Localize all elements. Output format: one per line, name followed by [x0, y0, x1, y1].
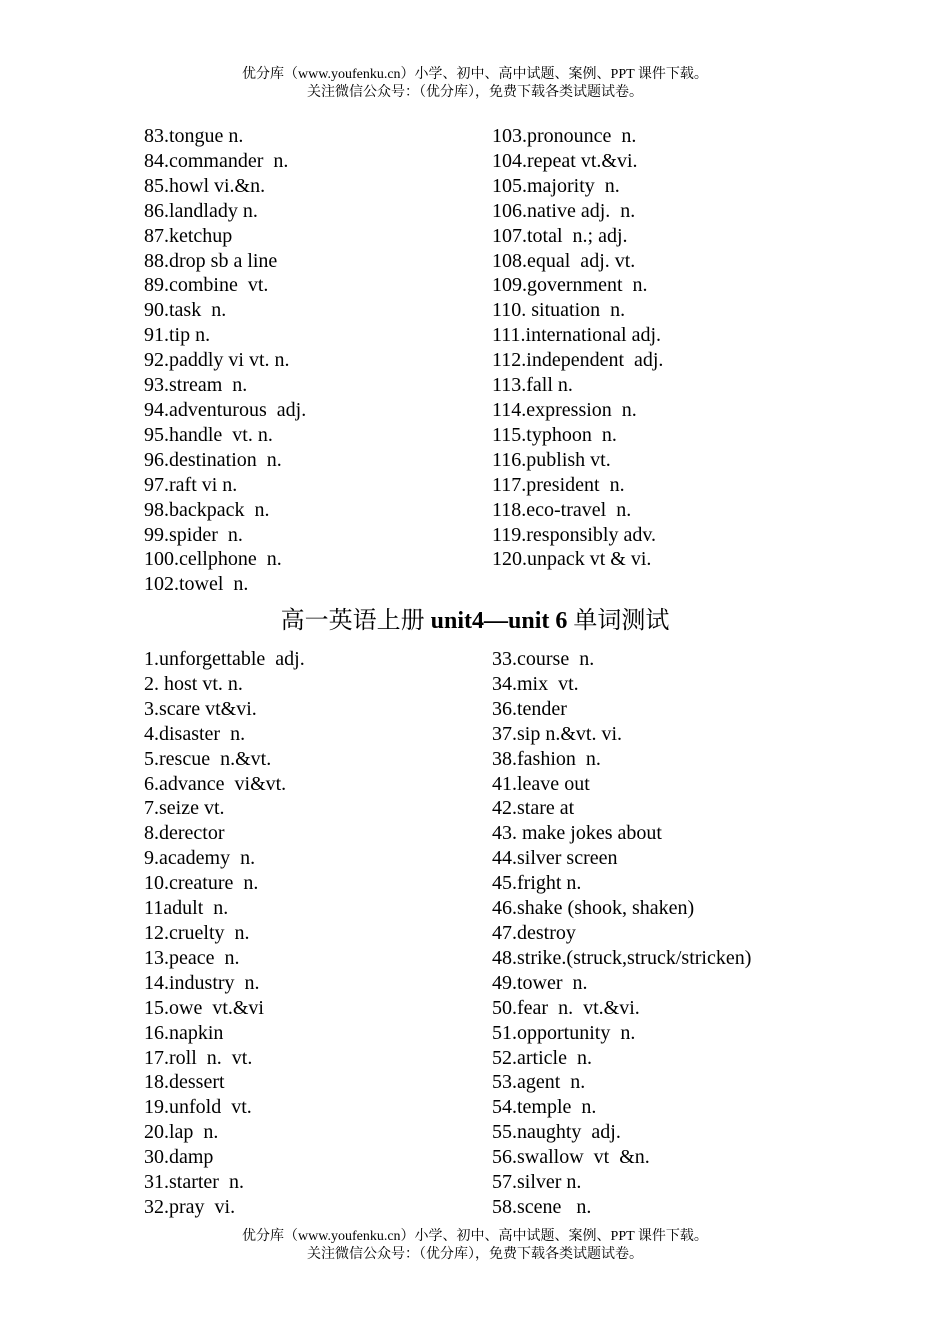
- vocab-item: 33.course n.: [492, 648, 595, 670]
- footer-line-2: 关注微信公众号：（优分库），免费下载各类试题试卷。: [307, 1247, 643, 1262]
- vocab-item: 49.tower n.: [492, 971, 588, 994]
- vocab-item: 91.tip n.: [144, 324, 211, 347]
- vocab-item: 53.agent n.: [492, 1071, 586, 1094]
- vocab-item: 13.peace n.: [144, 946, 240, 969]
- vocab-item: 55.naughty adj.: [492, 1121, 621, 1144]
- footer-line-1: 优分库（www.youfenku.cn）小学、初中、高中试题、案例、PPT 课件下载。: [242, 1229, 708, 1244]
- vocab-item: 18.dessert: [144, 1071, 225, 1094]
- section2-right-column: [492, 647, 751, 1220]
- vocab-item: 94.adventurous adj.: [144, 398, 307, 421]
- header-line-2: 关注微信公众号：（优分库），免费下载各类试题试卷。: [307, 85, 643, 100]
- vocab-item: 111.international adj.: [492, 324, 662, 347]
- vocab-item: 34.mix vt.: [492, 672, 579, 695]
- vocab-item: 97.raft vi n.: [144, 473, 238, 496]
- vocab-item: 31.starter n.: [144, 1171, 244, 1194]
- vocab-item: 14.industry n.: [144, 971, 260, 994]
- vocab-item: 84.commander n.: [144, 149, 289, 172]
- vocab-item: 96.destination n.: [144, 448, 282, 471]
- vocab-item: 56.swallow vt &n.: [492, 1146, 650, 1169]
- vocab-item: 85.howl vi.&n.: [144, 174, 266, 197]
- vocab-item: 83.tongue n.: [144, 125, 244, 147]
- vocab-item: 1.unforgettable adj.: [144, 648, 305, 670]
- vocab-item: 90.task n.: [144, 299, 227, 322]
- vocab-item: 52.article n.: [492, 1046, 592, 1069]
- vocab-item: 15.owe vt.&vi: [144, 996, 264, 1019]
- section1-left-column: [144, 124, 306, 597]
- section1-right-column: [492, 124, 663, 572]
- vocab-item: 9.academy n.: [144, 847, 256, 870]
- vocab-item: 88.drop sb a line: [144, 249, 278, 272]
- vocab-item: 11adult n.: [144, 897, 229, 920]
- vocab-item: 19.unfold vt.: [144, 1096, 252, 1119]
- vocab-item: 106.native adj. n.: [492, 199, 636, 222]
- vocab-item: 16.napkin: [144, 1021, 224, 1044]
- vocab-item: 109.government n.: [492, 274, 648, 297]
- vocab-item: 110. situation n.: [492, 299, 626, 322]
- vocab-item: 50.fear n. vt.&vi.: [492, 996, 640, 1019]
- vocab-item: 100.cellphone n.: [144, 548, 282, 571]
- vocab-item: 92.paddly vi vt. n.: [144, 349, 290, 372]
- vocab-item: 89.combine vt.: [144, 274, 269, 297]
- vocab-item: 98.backpack n.: [144, 498, 270, 521]
- vocab-item: 44.silver screen: [492, 847, 618, 870]
- page-header: [0, 66, 950, 102]
- vocab-item: 51.opportunity n.: [492, 1021, 636, 1044]
- vocab-item: 3.scare vt&vi.: [144, 697, 257, 720]
- header-line-1: 优分库（www.youfenku.cn）小学、初中、高中试题、案例、PPT 课件下载。: [242, 67, 708, 82]
- section-title: [0, 605, 950, 637]
- vocab-item: 86.landlady n.: [144, 199, 258, 222]
- vocab-item: 117.president n.: [492, 473, 625, 496]
- title-prefix: 高一英语上册: [280, 608, 431, 634]
- section2-left-column: [144, 647, 305, 1220]
- vocab-item: 93.stream n.: [144, 374, 248, 397]
- vocab-item: 8.derector: [144, 822, 225, 845]
- vocab-item: 120.unpack vt & vi.: [492, 548, 652, 571]
- vocab-item: 7.seize vt.: [144, 797, 225, 820]
- vocab-item: 116.publish vt.: [492, 448, 611, 471]
- vocab-item: 30.damp: [144, 1146, 214, 1169]
- vocab-item: 57.silver n.: [492, 1171, 582, 1194]
- vocab-item: 38.fashion n.: [492, 747, 601, 770]
- vocab-item: 118.eco-travel n.: [492, 498, 632, 521]
- vocab-item: 32.pray vi.: [144, 1195, 236, 1218]
- vocab-item: 45.fright n.: [492, 872, 582, 895]
- vocab-item: 4.disaster n.: [144, 722, 246, 745]
- vocab-item: 104.repeat vt.&vi.: [492, 149, 638, 172]
- vocab-item: 112.independent adj.: [492, 349, 664, 372]
- vocab-item: 105.majority n.: [492, 174, 620, 197]
- title-unit-range: unit4—unit 6: [430, 608, 568, 634]
- vocab-item: 113.fall n.: [492, 374, 573, 397]
- vocab-item: 43. make jokes about: [492, 822, 662, 845]
- vocab-item: 54.temple n.: [492, 1096, 597, 1119]
- title-suffix: 单词测试: [567, 608, 670, 634]
- vocab-item: 17.roll n. vt.: [144, 1046, 253, 1069]
- vocab-item: 119.responsibly adv.: [492, 523, 657, 546]
- vocab-item: 6.advance vi&vt.: [144, 772, 287, 795]
- vocab-item: 46.shake (shook, shaken): [492, 897, 695, 920]
- vocab-item: 42.stare at: [492, 797, 575, 820]
- vocab-item: 5.rescue n.&vt.: [144, 747, 272, 770]
- vocab-item: 87.ketchup: [144, 224, 233, 247]
- vocab-item: 41.leave out: [492, 772, 590, 795]
- vocab-item: 99.spider n.: [144, 523, 243, 546]
- vocab-item: 12.cruelty n.: [144, 921, 250, 944]
- vocab-item: 47.destroy: [492, 921, 576, 944]
- vocab-item: 2. host vt. n.: [144, 672, 243, 695]
- page-footer: [0, 1228, 950, 1264]
- vocab-item: 48.strike.(struck,struck/stricken): [492, 946, 752, 969]
- vocab-item: 115.typhoon n.: [492, 423, 617, 446]
- vocab-item: 114.expression n.: [492, 398, 637, 421]
- vocab-item: 37.sip n.&vt. vi.: [492, 722, 623, 745]
- vocab-item: 108.equal adj. vt.: [492, 249, 636, 272]
- vocab-item: 103.pronounce n.: [492, 125, 637, 147]
- vocab-item: 102.towel n.: [144, 573, 249, 596]
- vocab-item: 95.handle vt. n.: [144, 423, 273, 446]
- vocab-item: 36.tender: [492, 697, 567, 720]
- vocab-item: 20.lap n.: [144, 1121, 219, 1144]
- vocab-item: 58.scene n.: [492, 1195, 592, 1218]
- vocab-item: 10.creature n.: [144, 872, 259, 895]
- vocab-item: 107.total n.; adj.: [492, 224, 628, 247]
